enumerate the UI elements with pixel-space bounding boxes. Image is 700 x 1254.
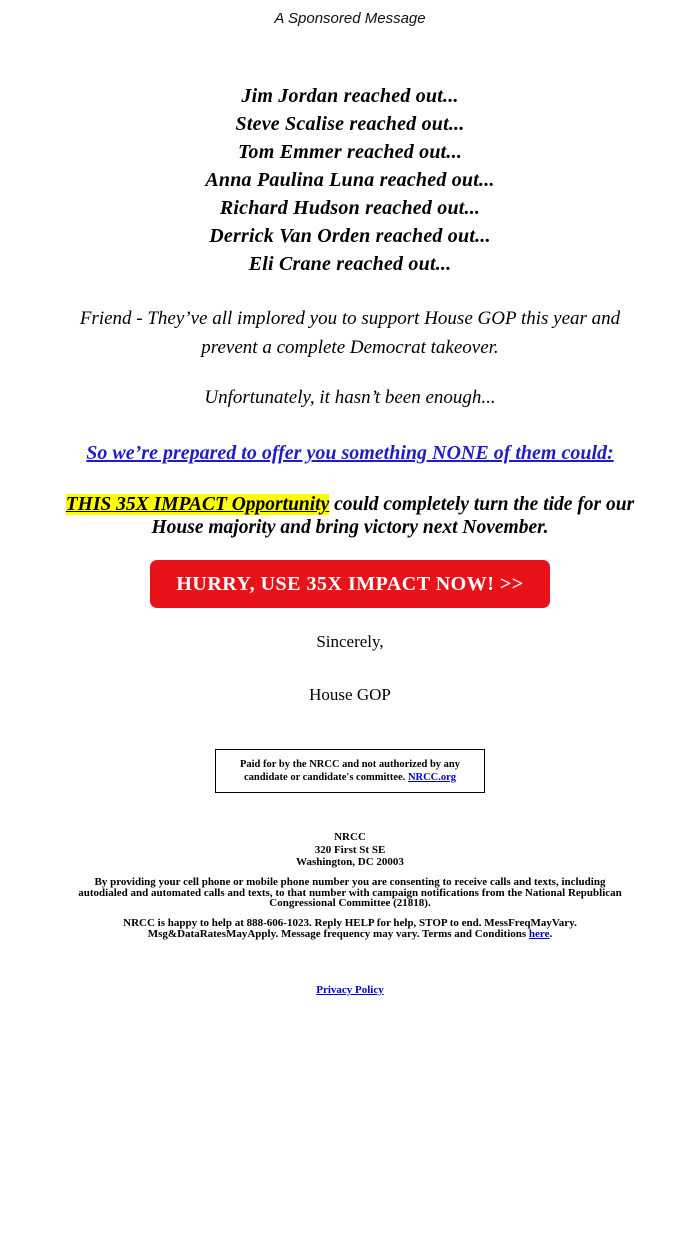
address-city: Washington, DC 20003 — [296, 856, 404, 869]
name-line: Anna Paulina Luna reached out... — [205, 169, 495, 191]
signoff-text: Sincerely, — [316, 632, 384, 651]
name-line: Eli Crane reached out... — [248, 253, 452, 275]
intro-paragraph: Friend - They’ve all implored you to support House GOP this year and prevent a complete Democrat takeover. — [79, 308, 621, 358]
sponsored-message-label: A Sponsored Message — [274, 10, 426, 27]
privacy-policy-link[interactable]: Privacy Policy — [316, 983, 384, 996]
name-line: Derrick Van Orden reached out... — [209, 225, 491, 247]
offer-heading-link[interactable]: So we’re prepared to offer you something NONE of them could: — [86, 442, 614, 464]
paid-for-text: Paid for by the NRCC and not authorized by any candidate or candidate's committee. — [239, 759, 461, 784]
consent-fineprint: By providing your cell phone or mobile phone number you are consenting to receive calls and texts, including autodialed and automated calls and texts, to that number with campaign notifications from the National Republican Congressional Committee (21818). — [78, 875, 622, 910]
postal-address — [40, 831, 660, 869]
impact-opportunity-link[interactable]: THIS 35X IMPACT Opportunity — [65, 494, 330, 515]
help-fineprint-period: . — [549, 927, 553, 940]
paid-for-disclaimer-box — [215, 749, 485, 793]
name-line: Steve Scalise reached out... — [235, 113, 465, 135]
impact-paragraph — [58, 494, 643, 539]
help-fineprint-text: NRCC is happy to help at 888-606-1023. Reply HELP for help, STOP to end. MessFreqMayVary. Msg&DataRatesMayApply. Message frequency may vary. Terms and Conditions — [123, 917, 577, 940]
cta-container — [40, 560, 660, 608]
hurry-35x-impact-button[interactable]: HURRY, USE 35X IMPACT NOW! >> — [150, 560, 549, 608]
names-list — [40, 82, 660, 278]
name-line: Richard Hudson reached out... — [219, 197, 481, 219]
name-line: Tom Emmer reached out... — [237, 141, 463, 163]
impact-paragraph-rest: could completely turn the tide for our House majority and bring victory next November. — [151, 494, 635, 538]
address-street: 320 First St SE — [314, 843, 386, 856]
address-org: NRCC — [334, 831, 366, 844]
help-fineprint — [70, 918, 630, 940]
nrcc-org-link[interactable]: NRCC.org — [407, 772, 457, 784]
sponsored-email — [40, 10, 660, 996]
signature-text: House GOP — [309, 685, 391, 704]
terms-here-link[interactable]: here — [528, 927, 550, 940]
name-line: Jim Jordan reached out... — [241, 85, 459, 107]
privacy-row — [40, 984, 660, 996]
not-enough-paragraph: Unfortunately, it hasn’t been enough... — [204, 387, 496, 408]
